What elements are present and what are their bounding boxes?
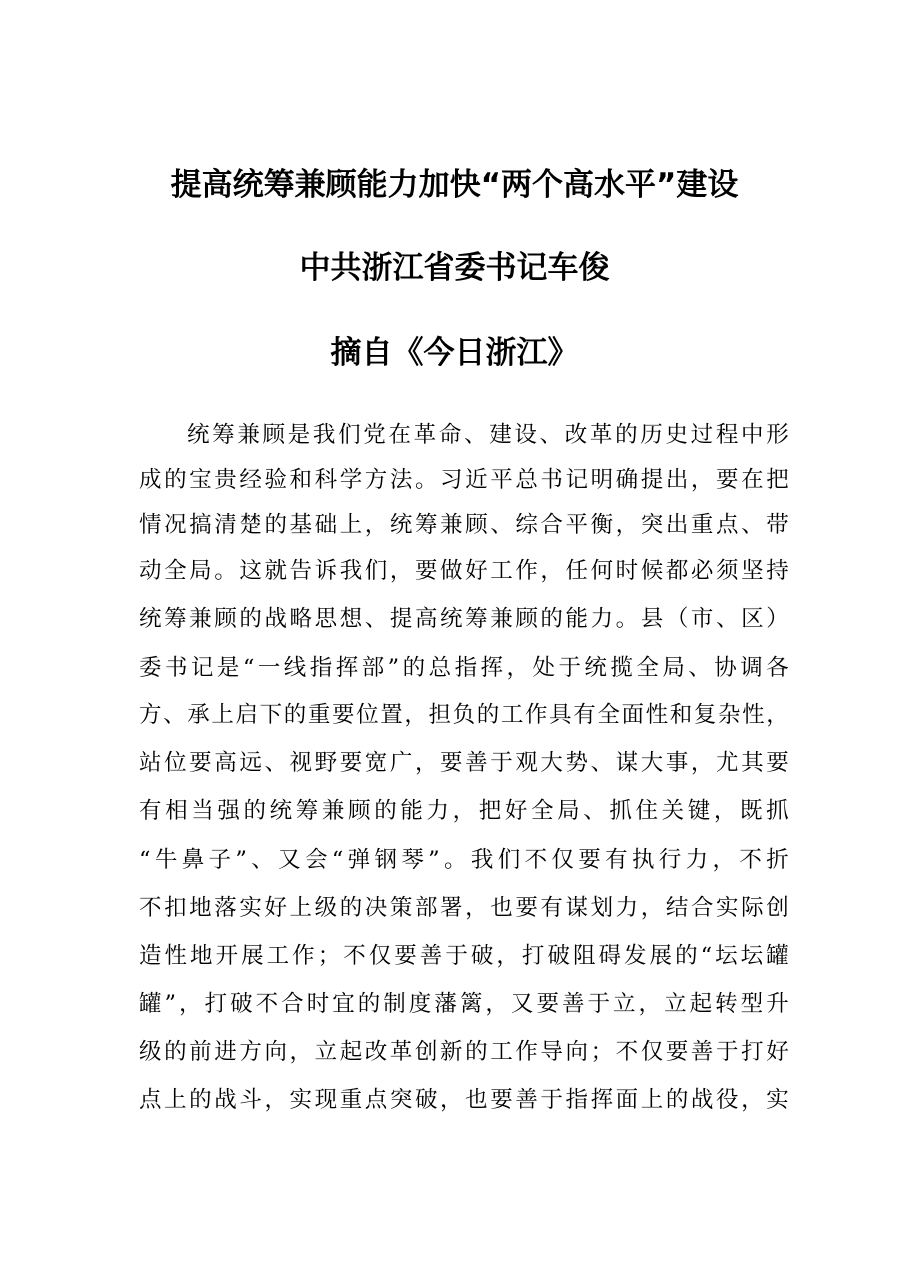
- paragraph-line: 成的宝贵经验和科学方法。习近平总书记明确提出，要在把: [139, 467, 789, 493]
- document-author: 中共浙江省委书记车俊: [299, 250, 610, 286]
- paragraph-line: 站位要高远、视野要宽广，要善于观大势、谋大事，尤其要: [139, 750, 789, 776]
- paragraph-line: “牛鼻子”、又会“弹钢琴”。我们不仅要有执行力，不折: [139, 847, 789, 873]
- paragraph-line: 动全局。这就告诉我们，要做好工作，任何时候都必须坚持: [139, 558, 789, 584]
- paragraph-line: 方、承上启下的重要位置，担负的工作具有全面性和复杂性，: [139, 702, 789, 728]
- paragraph-line: 有相当强的统筹兼顾的能力，把好全局、抓住关键，既抓: [139, 798, 789, 824]
- paragraph-line: 统筹兼顾的战略思想、提高统筹兼顾的能力。县（市、区）: [139, 606, 789, 632]
- paragraph-line: 罐”，打破不合时宜的制度藩篱，又要善于立，立起转型升: [139, 991, 789, 1017]
- paragraph-line: 点上的战斗，实现重点突破，也要善于指挥面上的战役，实: [139, 1087, 789, 1113]
- paragraph-line: 级的前进方向，立起改革创新的工作导向；不仅要善于打好: [139, 1039, 789, 1065]
- paragraph-line: 不扣地落实好上级的决策部署，也要有谋划力，结合实际创: [139, 895, 789, 921]
- paragraph-line: 统筹兼顾是我们党在革命、建设、改革的历史过程中形: [187, 422, 789, 448]
- document-title: 提高统筹兼顾能力加快“两个高水平”建设: [170, 167, 739, 203]
- paragraph-line: 委书记是“一线指挥部”的总指挥，处于统揽全局、协调各: [139, 655, 789, 681]
- document-source: 摘自《今日浙江》: [330, 335, 579, 371]
- paragraph-line: 造性地开展工作；不仅要善于破，打破阻碍发展的“坛坛罐: [139, 943, 789, 969]
- paragraph-line: 情况搞清楚的基础上，统筹兼顾、综合平衡，突出重点、带: [139, 512, 789, 538]
